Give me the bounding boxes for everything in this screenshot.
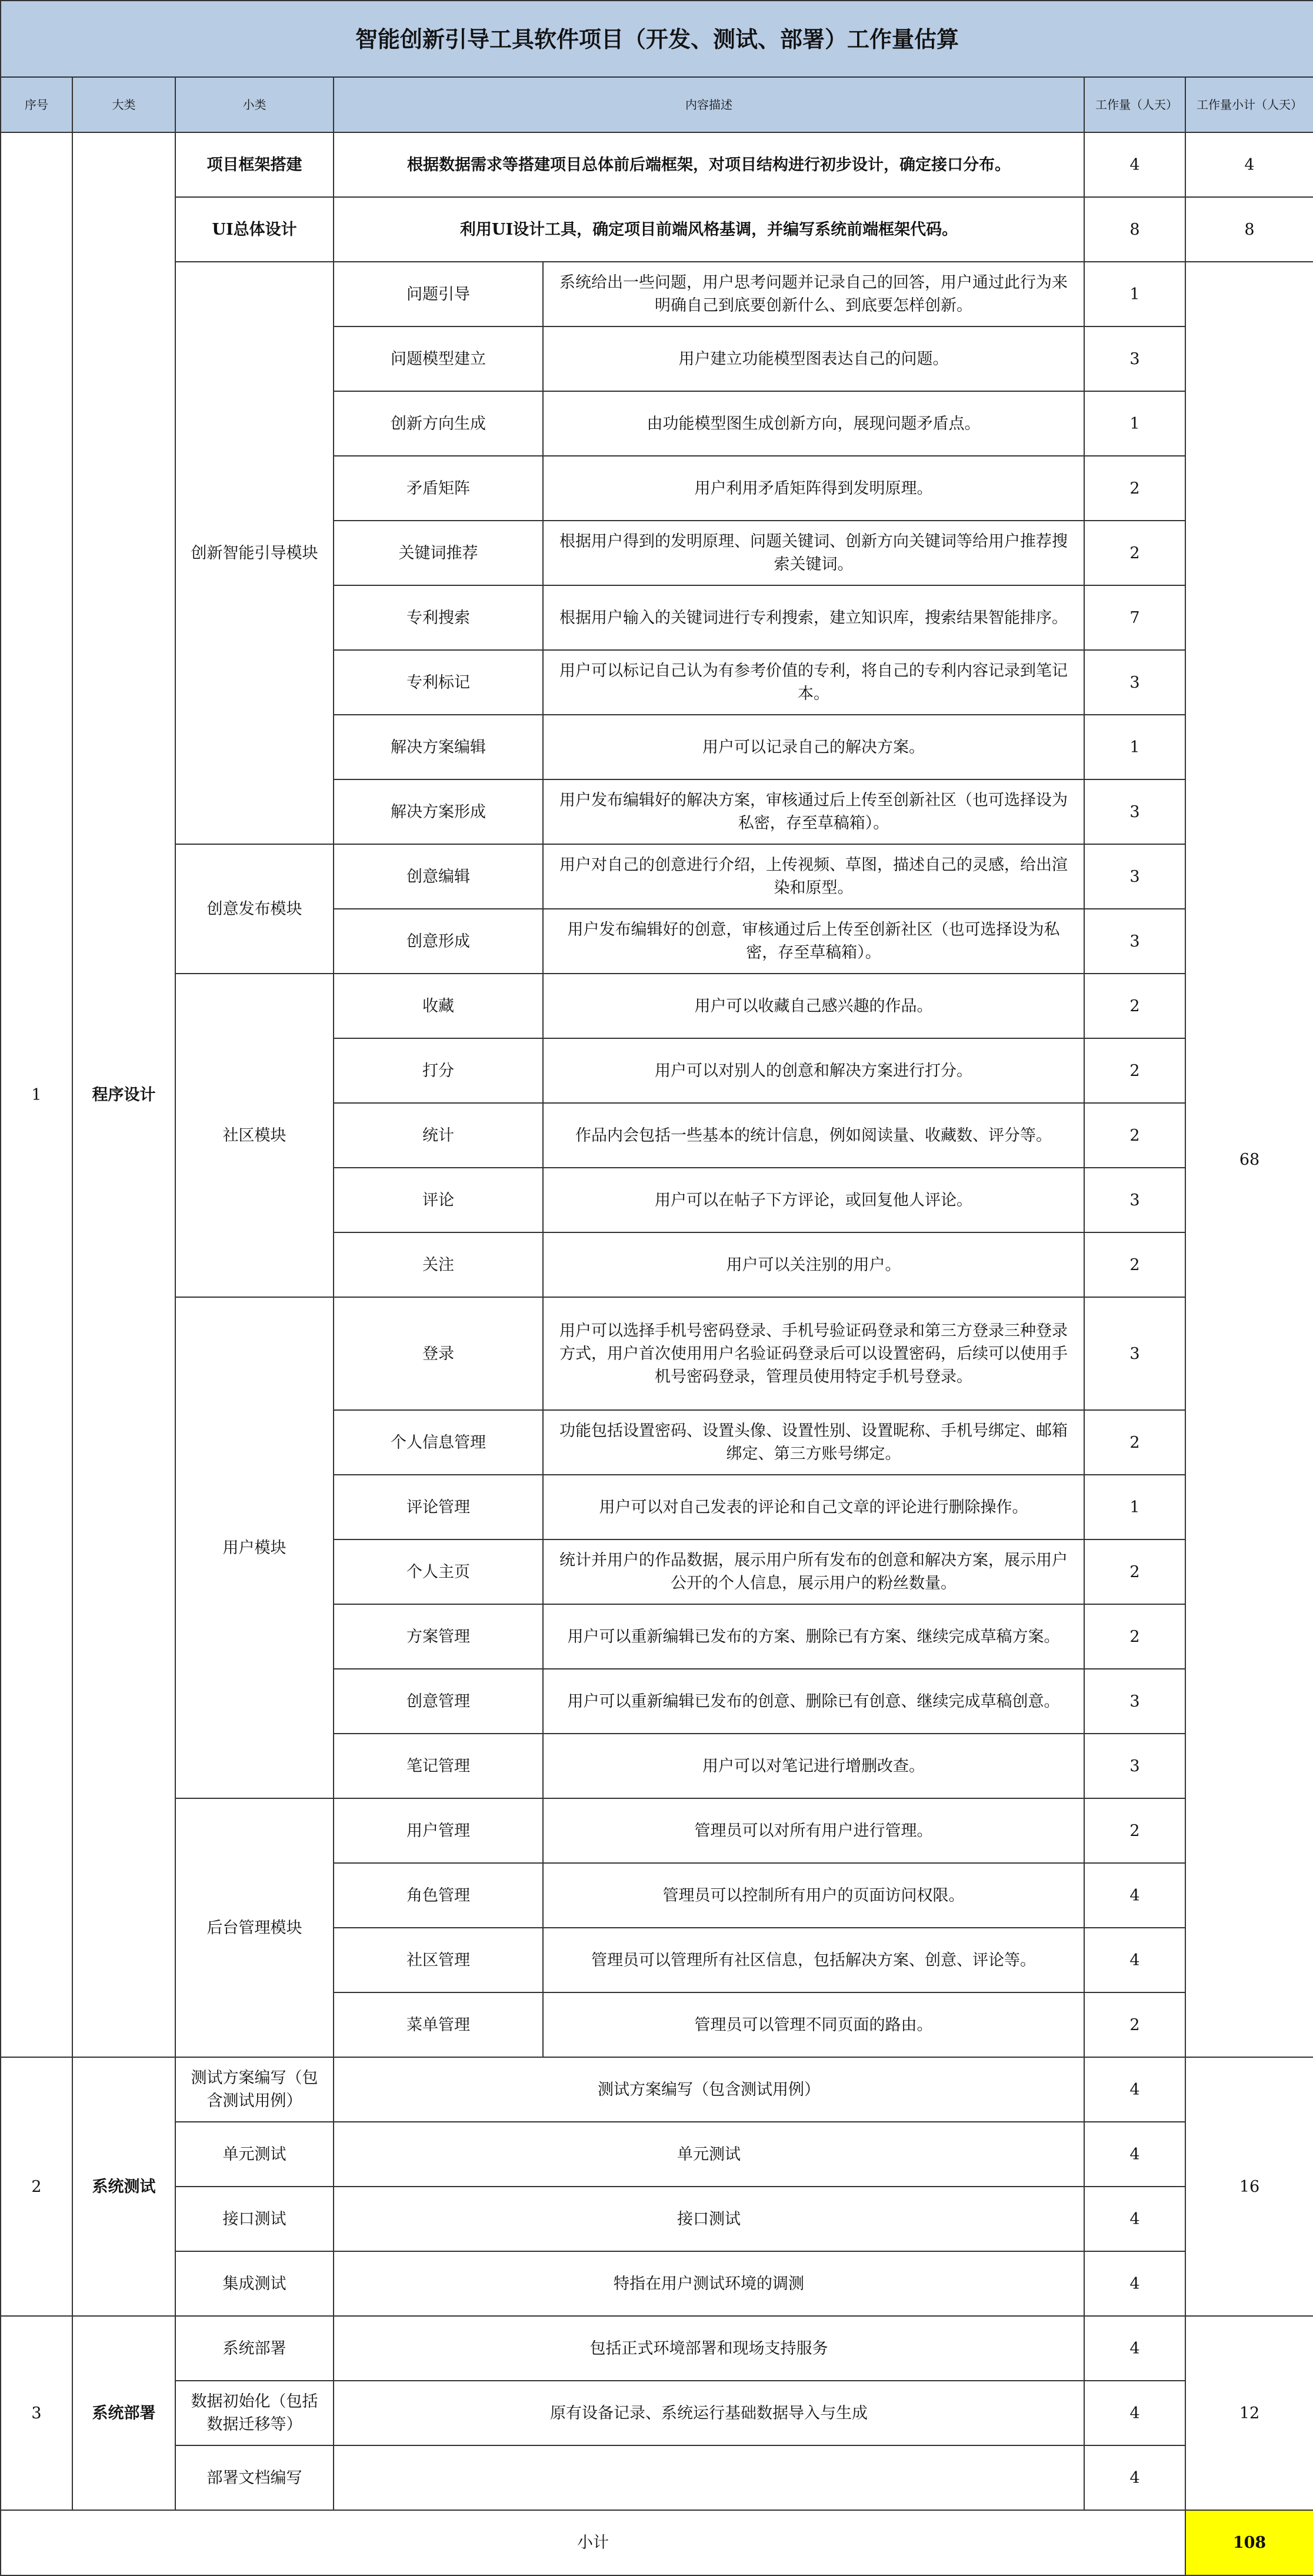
grand-total: 108 — [1185, 2510, 1313, 2575]
subcategory-cell: 系统部署 — [175, 2316, 334, 2381]
header-description: 内容描述 — [334, 77, 1084, 132]
item-name: 个人主页 — [334, 1539, 543, 1604]
item-name: 统计 — [334, 1103, 543, 1168]
item-workload: 3 — [1084, 1669, 1185, 1734]
item-description: 作品内会包括一些基本的统计信息，例如阅读量、收藏数、评分等。 — [543, 1103, 1084, 1168]
item-description: 用户发布编辑好的创意，审核通过后上传至创新社区（也可选择设为私密，存至草稿箱）。 — [543, 909, 1084, 974]
item-description: 用户利用矛盾矩阵得到发明原理。 — [543, 456, 1084, 521]
item-description: 用户对自己的创意进行介绍，上传视频、草图，描述自己的灵感，给出渲染和原型。 — [543, 844, 1084, 909]
item-workload: 3 — [1084, 1168, 1185, 1232]
item-workload: 2 — [1084, 974, 1185, 1038]
header-category: 大类 — [72, 77, 175, 132]
description-cell: 包括正式环境部署和现场支持服务 — [334, 2316, 1084, 2381]
item-description: 用户可以对别人的创意和解决方案进行打分。 — [543, 1038, 1084, 1103]
item-description: 管理员可以管理不同页面的路由。 — [543, 1992, 1084, 2057]
workload-cell: 8 — [1084, 197, 1185, 262]
item-workload: 2 — [1084, 1038, 1185, 1103]
item-workload: 3 — [1084, 779, 1185, 844]
item-workload: 3 — [1084, 909, 1185, 974]
item-name: 收藏 — [334, 974, 543, 1038]
item-name: 创意编辑 — [334, 844, 543, 909]
category-cell: 系统测试 — [72, 2057, 175, 2316]
item-name: 问题模型建立 — [334, 326, 543, 391]
item-name: 角色管理 — [334, 1863, 543, 1928]
description-cell: 原有设备记录、系统运行基础数据导入与生成 — [334, 2381, 1084, 2445]
workload-cell: 4 — [1084, 2251, 1185, 2316]
item-name: 个人信息管理 — [334, 1410, 543, 1475]
item-name: 矛盾矩阵 — [334, 456, 543, 521]
item-workload: 3 — [1084, 650, 1185, 715]
item-name: 方案管理 — [334, 1604, 543, 1669]
section-subtotal: 16 — [1185, 2057, 1313, 2316]
header-subcategory: 小类 — [175, 77, 334, 132]
item-description: 用户可以收藏自己感兴趣的作品。 — [543, 974, 1084, 1038]
subcategory-cell: 接口测试 — [175, 2187, 334, 2251]
item-workload: 1 — [1084, 391, 1185, 456]
module-cell: 用户模块 — [175, 1297, 334, 1798]
item-name: 登录 — [334, 1297, 543, 1410]
seq-cell: 3 — [1, 2316, 72, 2510]
item-name: 评论 — [334, 1168, 543, 1232]
item-workload: 7 — [1084, 585, 1185, 650]
item-description: 系统给出一些问题，用户思考问题并记录自己的回答，用户通过此行为来明确自己到底要创新什么、到底要怎样创新。 — [543, 262, 1084, 326]
item-description: 用户可以对自己发表的评论和自己文章的评论进行删除操作。 — [543, 1475, 1084, 1539]
subcategory-cell: UI总体设计 — [175, 197, 334, 262]
module-cell: 后台管理模块 — [175, 1798, 334, 2057]
subtotal-cell: 4 — [1185, 132, 1313, 197]
subcategory-cell: 数据初始化（包括数据迁移等） — [175, 2381, 334, 2445]
item-workload: 3 — [1084, 1297, 1185, 1410]
item-description: 根据用户得到的发明原理、问题关键词、创新方向关键词等给用户推荐搜索关键词。 — [543, 521, 1084, 585]
item-workload: 2 — [1084, 1539, 1185, 1604]
item-description: 管理员可以控制所有用户的页面访问权限。 — [543, 1863, 1084, 1928]
header-workload: 工作量（人天） — [1084, 77, 1185, 132]
item-description: 用户可以记录自己的解决方案。 — [543, 715, 1084, 779]
item-description: 管理员可以管理所有社区信息，包括解决方案、创意、评论等。 — [543, 1928, 1084, 1992]
module-cell: 创新智能引导模块 — [175, 262, 334, 844]
item-description: 由功能模型图生成创新方向，展现问题矛盾点。 — [543, 391, 1084, 456]
workload-cell: 4 — [1084, 2187, 1185, 2251]
item-description: 用户发布编辑好的解决方案，审核通过后上传至创新社区（也可选择设为私密，存至草稿箱）。 — [543, 779, 1084, 844]
description-cell: 接口测试 — [334, 2187, 1084, 2251]
item-name: 笔记管理 — [334, 1734, 543, 1798]
item-name: 打分 — [334, 1038, 543, 1103]
item-name: 问题引导 — [334, 262, 543, 326]
workload-cell: 4 — [1084, 2057, 1185, 2122]
item-description: 用户可以对笔记进行增删改查。 — [543, 1734, 1084, 1798]
description-cell: 测试方案编写（包含测试用例） — [334, 2057, 1084, 2122]
category-cell: 程序设计 — [72, 132, 175, 2057]
description-cell: 利用UI设计工具，确定项目前端风格基调，并编写系统前端框架代码。 — [334, 197, 1084, 262]
item-workload: 1 — [1084, 715, 1185, 779]
subtotal-cell: 8 — [1185, 197, 1313, 262]
item-description: 用户可以重新编辑已发布的创意、删除已有创意、继续完成草稿创意。 — [543, 1669, 1084, 1734]
item-name: 专利搜索 — [334, 585, 543, 650]
item-workload: 4 — [1084, 1863, 1185, 1928]
subcategory-cell: 测试方案编写（包含测试用例） — [175, 2057, 334, 2122]
subcategory-cell: 单元测试 — [175, 2122, 334, 2187]
description-cell: 单元测试 — [334, 2122, 1084, 2187]
item-description: 管理员可以对所有用户进行管理。 — [543, 1798, 1084, 1863]
item-workload: 2 — [1084, 1798, 1185, 1863]
description-cell — [334, 2445, 1084, 2510]
item-description: 用户建立功能模型图表达自己的问题。 — [543, 326, 1084, 391]
item-workload: 3 — [1084, 1734, 1185, 1798]
module-cell: 社区模块 — [175, 974, 334, 1297]
item-workload: 2 — [1084, 456, 1185, 521]
section-subtotal: 68 — [1185, 262, 1313, 2057]
workload-cell: 4 — [1084, 2381, 1185, 2445]
item-workload: 2 — [1084, 1992, 1185, 2057]
footer-label: 小计 — [1, 2510, 1185, 2575]
workload-cell: 4 — [1084, 2122, 1185, 2187]
subcategory-cell: 部署文档编写 — [175, 2445, 334, 2510]
page-title: 智能创新引导工具软件项目（开发、测试、部署）工作量估算 — [1, 1, 1313, 77]
item-workload: 2 — [1084, 1410, 1185, 1475]
item-name: 创意形成 — [334, 909, 543, 974]
item-workload: 2 — [1084, 1604, 1185, 1669]
item-name: 创意管理 — [334, 1669, 543, 1734]
item-name: 社区管理 — [334, 1928, 543, 1992]
header-seq: 序号 — [1, 77, 72, 132]
item-workload: 3 — [1084, 326, 1185, 391]
seq-cell: 1 — [1, 132, 72, 2057]
workload-cell: 4 — [1084, 2445, 1185, 2510]
module-cell: 创意发布模块 — [175, 844, 334, 974]
section-subtotal: 12 — [1185, 2316, 1313, 2510]
item-name: 菜单管理 — [334, 1992, 543, 2057]
workload-cell: 4 — [1084, 132, 1185, 197]
header-subtotal: 工作量小计（人天） — [1185, 77, 1313, 132]
item-workload: 2 — [1084, 1103, 1185, 1168]
item-name: 专利标记 — [334, 650, 543, 715]
item-workload: 4 — [1084, 1928, 1185, 1992]
item-description: 用户可以关注别的用户。 — [543, 1232, 1084, 1297]
category-cell: 系统部署 — [72, 2316, 175, 2510]
item-name: 关键词推荐 — [334, 521, 543, 585]
description-cell: 特指在用户测试环境的调测 — [334, 2251, 1084, 2316]
item-description: 根据用户输入的关键词进行专利搜索，建立知识库，搜索结果智能排序。 — [543, 585, 1084, 650]
item-name: 关注 — [334, 1232, 543, 1297]
item-description: 用户可以重新编辑已发布的方案、删除已有方案、继续完成草稿方案。 — [543, 1604, 1084, 1669]
item-workload: 2 — [1084, 521, 1185, 585]
item-name: 用户管理 — [334, 1798, 543, 1863]
subcategory-cell: 集成测试 — [175, 2251, 334, 2316]
item-name: 解决方案编辑 — [334, 715, 543, 779]
item-description: 统计并用户的作品数据，展示用户所有发布的创意和解决方案，展示用户公开的个人信息，展示用户的粉丝数量。 — [543, 1539, 1084, 1604]
item-name: 解决方案形成 — [334, 779, 543, 844]
item-description: 用户可以在帖子下方评论，或回复他人评论。 — [543, 1168, 1084, 1232]
item-name: 创新方向生成 — [334, 391, 543, 456]
item-description: 功能包括设置密码、设置头像、设置性别、设置昵称、手机号绑定、邮箱绑定、第三方账号绑定。 — [543, 1410, 1084, 1475]
seq-cell: 2 — [1, 2057, 72, 2316]
item-description: 用户可以选择手机号密码登录、手机号验证码登录和第三方登录三种登录方式，用户首次使用用户名验证码登录后可以设置密码，后续可以使用手机号密码登录，管理员使用特定手机号登录。 — [543, 1297, 1084, 1410]
subcategory-cell: 项目框架搭建 — [175, 132, 334, 197]
item-workload: 1 — [1084, 1475, 1185, 1539]
item-name: 评论管理 — [334, 1475, 543, 1539]
item-workload: 3 — [1084, 844, 1185, 909]
item-description: 用户可以标记自己认为有参考价值的专利，将自己的专利内容记录到笔记本。 — [543, 650, 1084, 715]
item-workload: 1 — [1084, 262, 1185, 326]
workload-cell: 4 — [1084, 2316, 1185, 2381]
item-workload: 2 — [1084, 1232, 1185, 1297]
description-cell: 根据数据需求等搭建项目总体前后端框架，对项目结构进行初步设计，确定接口分布。 — [334, 132, 1084, 197]
